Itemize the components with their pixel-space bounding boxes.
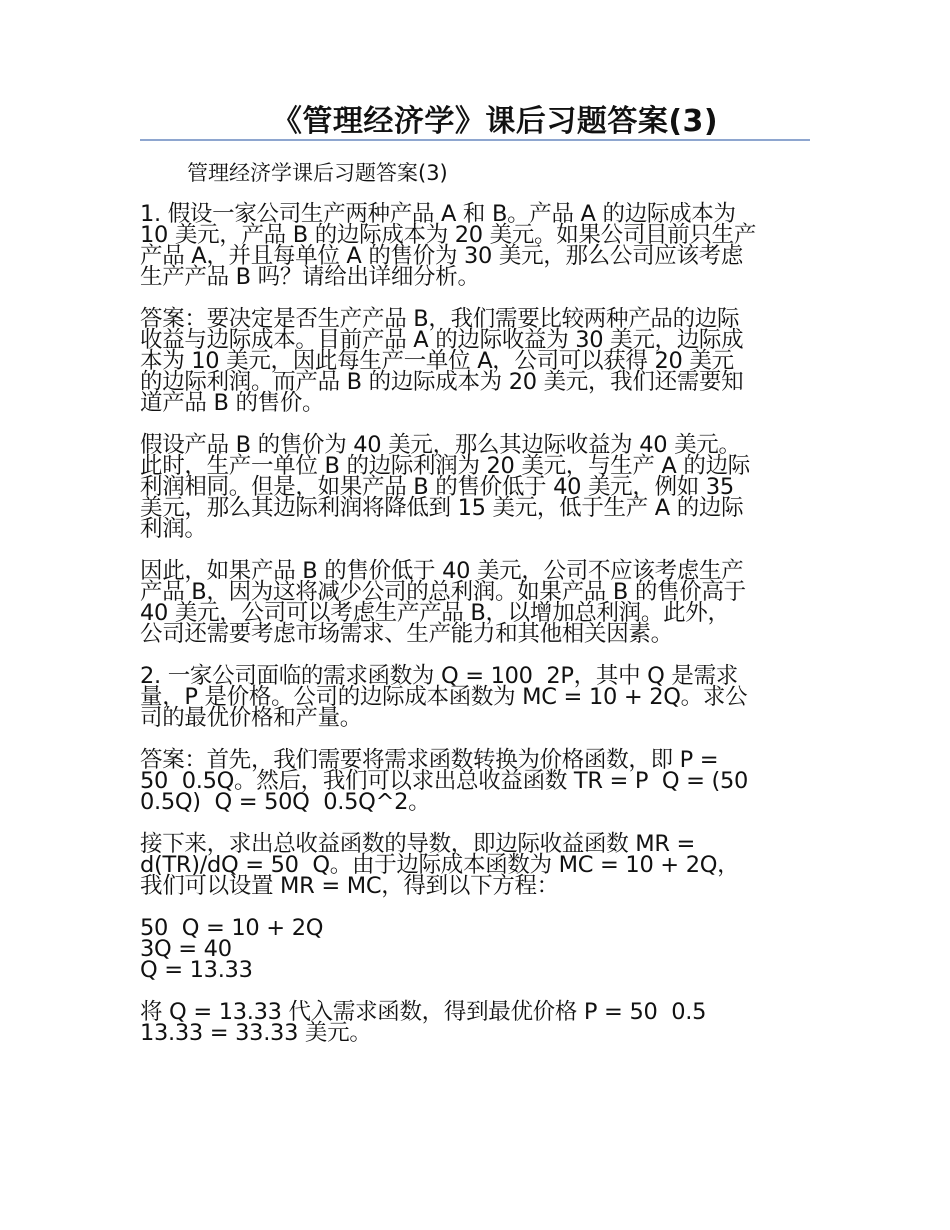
title-underline: [140, 139, 810, 141]
question-2: 2. 一家公司面临的需求函数为 Q = 100 2P，其中 Q 是需求 量，P 是价格。公司的边际成本函数为 MC = 10 + 2Q。求公 司的最优价格和产量。: [140, 663, 748, 731]
document-title: 《管理经济学》课后习题答案(3): [271, 104, 719, 139]
document-body: [140, 201, 812, 1065]
answer-2-part-1: 答案：首先，我们需要将需求函数转换为价格函数，即 P = 50 0.5Q。然后，我们可以求出总收益函数 TR = P Q = (50 0.5Q) Q = 50Q 0.5Q^2。: [140, 747, 749, 815]
answer-2-part-2: 接下来，求出总收益函数的导数，即边际收益函数 MR = d(TR)/dQ = 50 Q。由于边际成本函数为 MC = 10 + 2Q， 我们可以设置 MR = MC，得到以下方程：: [140, 831, 740, 899]
answer-2-result: 将 Q = 13.33 代入需求函数，得到最优价格 P = 50 0.5 13.33 = 33.33 美元。: [140, 999, 707, 1046]
document-subtitle: 管理经济学课后习题答案(3): [187, 161, 448, 185]
answer-1-conclusion: 因此，如果产品 B 的售价低于 40 美元，公司不应该考虑生产 产品 B，因为这将减少公司的总利润。如果产品 B 的售价高于 40 美元，公司可以考虑生产产品 B，以增加总利润。此外， 公司还需要考虑市场需求、生产能力和其他相关因素。: [140, 558, 746, 647]
answer-2-equations: 50 Q = 10 + 2Q 3Q = 40 Q = 13.33: [140, 915, 324, 983]
question-1: 1. 假设一家公司生产两种产品 A 和 B。产品 A 的边际成本为 10 美元，产品 B 的边际成本为 20 美元。如果公司目前只生产 产品 A，并且每单位 A 的售价为 30 美元，那么公司应该考虑 生产产品 B 吗？请给出详细分析。: [140, 201, 757, 290]
answer-1-part-1: 答案：要决定是否生产产品 B，我们需要比较两种产品的边际 收益与边际成本。目前产品 A 的边际收益为 30 美元，边际成 本为 10 美元，因此每生产一单位 A，公司可以获得 20 美元 的边际利润。而产品 B 的边际成本为 20 美元，我们还需要知 道产品 B 的售价。: [140, 306, 744, 416]
answer-1-part-2: 假设产品 B 的售价为 40 美元，那么其边际收益为 40 美元。 此时，生产一单位 B 的边际利润为 20 美元，与生产 A 的边际 利润相同。但是，如果产品 B 的售价低于 40 美元，例如 35 美元，那么其边际利润将降低到 15 美元，低于生产 A 的边际 利润。: [140, 432, 750, 542]
